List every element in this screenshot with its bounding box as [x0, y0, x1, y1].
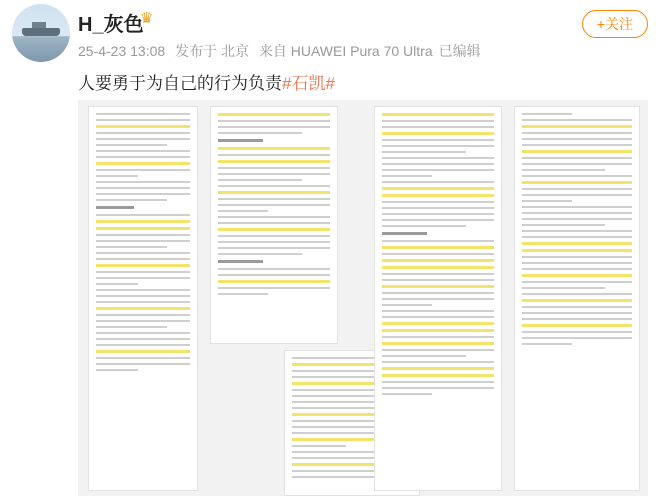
crown-icon: ♛: [140, 10, 154, 27]
avatar[interactable]: [12, 4, 70, 62]
post-body: 人要勇于为自己的行为负责: [78, 74, 282, 93]
document-page: [210, 106, 338, 344]
post-location: 发布于 北京: [175, 43, 249, 59]
document-page: [374, 106, 502, 491]
document-page: [514, 106, 640, 491]
avatar-ship: [22, 28, 60, 36]
post-image[interactable]: [78, 100, 648, 496]
post-text: [78, 69, 335, 94]
username[interactable]: H_灰色: [78, 14, 144, 36]
hashtag-link[interactable]: #石凯#: [282, 74, 335, 93]
follow-button[interactable]: +关注: [582, 10, 648, 38]
post-time[interactable]: 25-4-23 13:08: [78, 43, 166, 59]
post-meta: [78, 41, 487, 61]
document-page: [88, 106, 198, 491]
post-edited: 已编辑: [438, 43, 481, 59]
post-device: 来自 HUAWEI Pura 70 Ultra: [258, 43, 433, 59]
